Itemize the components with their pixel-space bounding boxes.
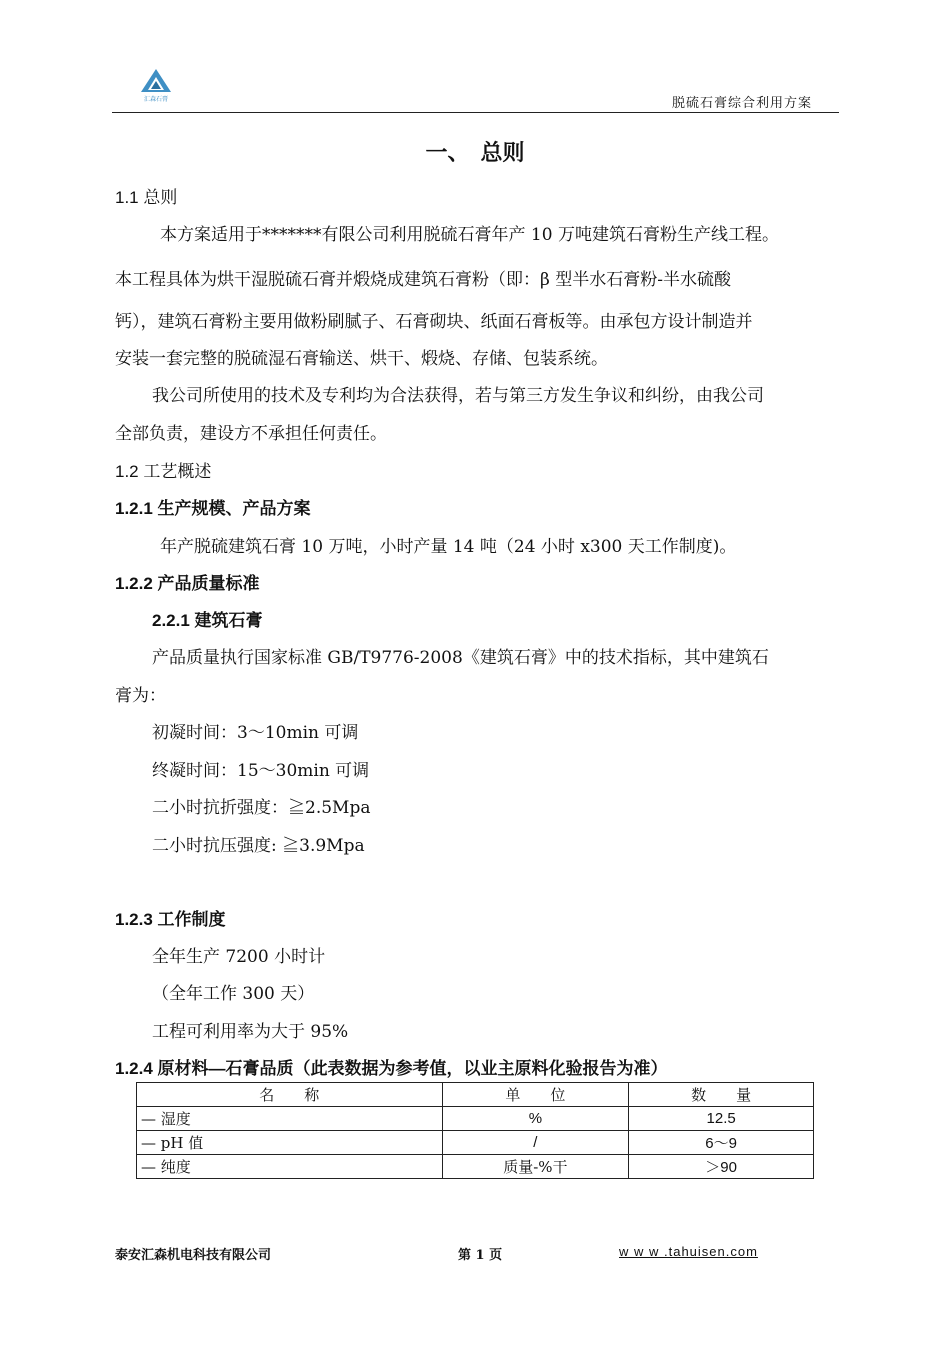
- spec-final-setting: 终凝时间：15～30min 可调: [152, 761, 370, 781]
- footer-page-number: 第 1 页: [458, 1248, 503, 1263]
- table-cell-value: 6～9: [629, 1131, 814, 1155]
- quality-text-line-1: 产品质量执行国家标准 GB/T9776-2008《建筑石膏》中的技术指标，其中建筑石: [152, 648, 769, 668]
- footer-website-link[interactable]: w w w .tahuisen.com: [619, 1244, 758, 1259]
- section-1-2-heading: 1.2 工艺概述: [115, 462, 212, 481]
- section-1-2-1-heading: 1.2.1 生产规模、产品方案: [115, 499, 311, 518]
- table-cell-name: — pH 值: [137, 1131, 443, 1155]
- spec-initial-setting: 初凝时间：3～10min 可调: [152, 723, 359, 743]
- table-row: [137, 1155, 814, 1179]
- table-cell-value: ＞90: [629, 1155, 814, 1179]
- production-scale-text: 年产脱硫建筑石膏 10 万吨，小时产量 14 吨（24 小时 x300 天工作制度)。: [160, 537, 737, 557]
- paragraph-1-line-2: 本工程具体为烘干湿脱硫石膏并煅烧成建筑石膏粉（即：β 型半水石膏粉-半水硫酸: [115, 270, 731, 290]
- table-header-row: [137, 1083, 814, 1107]
- document-title: 脱硫石膏综合利用方案: [671, 96, 812, 111]
- table-row: [137, 1131, 814, 1155]
- table-row: [137, 1107, 814, 1131]
- table-cell-name: — 湿度: [137, 1107, 443, 1131]
- table-header-cell: 名 称: [137, 1083, 443, 1107]
- section-1-1-heading: 1.1 总则: [115, 188, 178, 207]
- footer-company: 泰安汇森机电科技有限公司: [115, 1248, 272, 1263]
- section-1-2-2-heading: 1.2.2 产品质量标准: [115, 574, 260, 593]
- header-rule: [112, 112, 839, 113]
- paragraph-2-line-2: 全部负责，建设方不承担任何责任。: [115, 424, 387, 444]
- work-days-line: （全年工作 300 天）: [152, 984, 315, 1004]
- table-cell-name: — 纯度: [137, 1155, 443, 1179]
- paragraph-1-line-3: 钙），建筑石膏粉主要用做粉刷腻子、石膏砌块、纸面石膏板等。由承包方设计制造并: [115, 312, 753, 332]
- table-header-cell: 单 位: [442, 1083, 629, 1107]
- quality-text-line-2: 膏为：: [115, 686, 166, 706]
- availability-line: 工程可利用率为大于 95%: [152, 1022, 349, 1042]
- gypsum-quality-table: [136, 1082, 814, 1179]
- paragraph-1-line-4: 安装一套完整的脱硫湿石膏输送、烘干、煅烧、存储、包装系统。: [115, 349, 608, 369]
- chapter-title: 一、 总则: [425, 140, 525, 166]
- section-1-2-3-heading: 1.2.3 工作制度: [115, 910, 226, 929]
- table-header-cell: 数 量: [629, 1083, 814, 1107]
- table-cell-unit: %: [442, 1107, 629, 1131]
- section-2-2-1-heading: 2.2.1 建筑石膏: [152, 611, 263, 630]
- svg-text:汇森石膏: 汇森石膏: [143, 96, 169, 103]
- work-hours-line: 全年生产 7200 小时计: [152, 947, 326, 967]
- table-cell-unit: /: [442, 1131, 629, 1155]
- table-cell-value: 12.5: [629, 1107, 814, 1131]
- company-logo: [140, 68, 172, 104]
- paragraph-1-line-1: 本方案适用于*******有限公司利用脱硫石膏年产 10 万吨建筑石膏粉生产线工程。: [160, 225, 779, 245]
- table-cell-unit: 质量-%干: [442, 1155, 629, 1179]
- paragraph-2-line-1: 我公司所使用的技术及专利均为合法获得，若与第三方发生争议和纠纷，由我公司: [152, 386, 764, 406]
- section-1-2-4-heading: 1.2.4 原材料—石膏品质（此表数据为参考值，以业主原料化验报告为准）: [115, 1059, 668, 1078]
- spec-flexural-strength: 二小时抗折强度：≧2.5Mpa: [152, 798, 371, 818]
- spec-compressive-strength: 二小时抗压强度: ≧3.9Mpa: [152, 836, 365, 856]
